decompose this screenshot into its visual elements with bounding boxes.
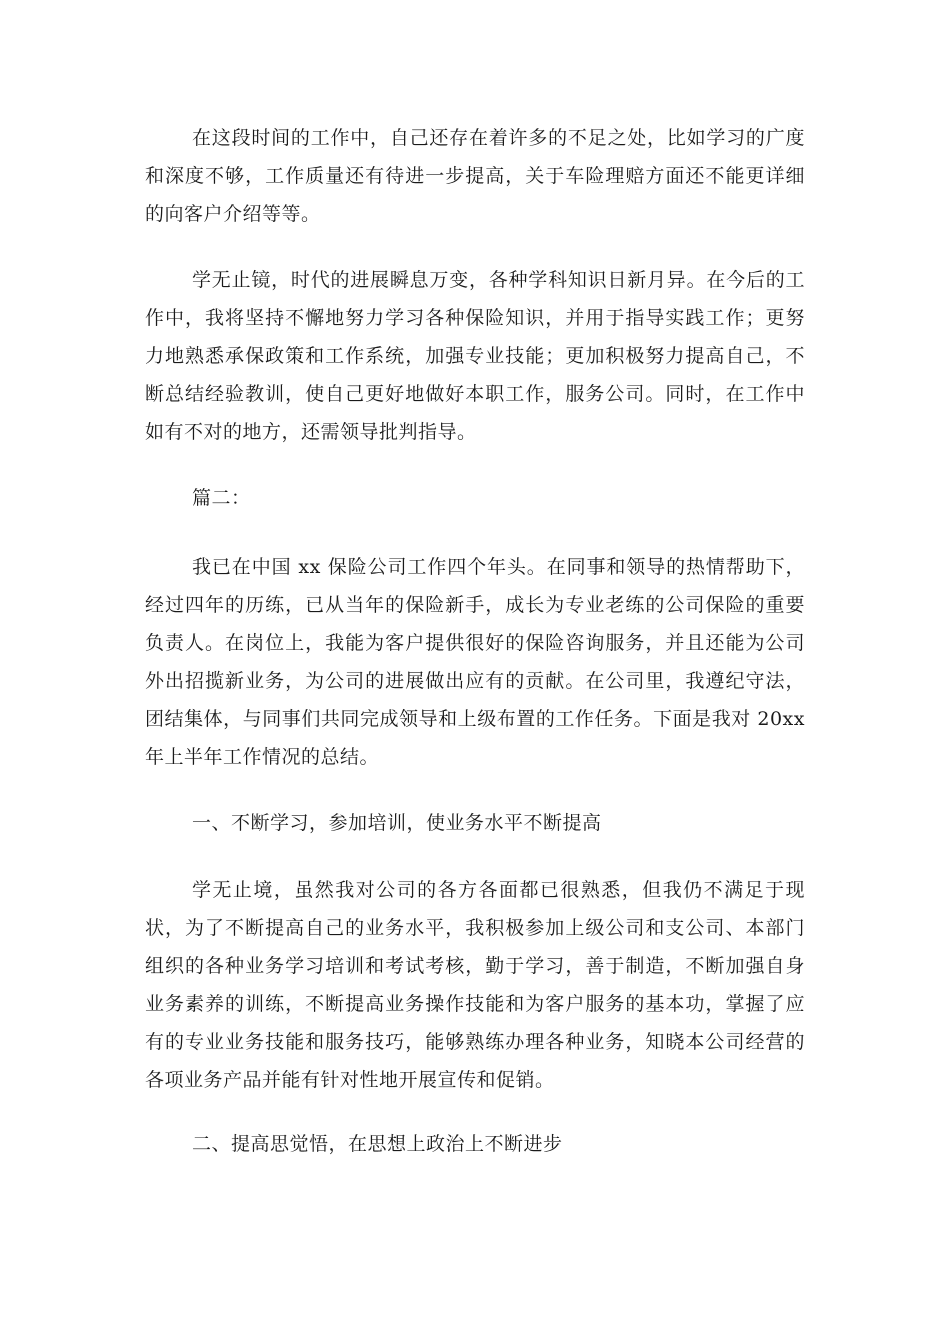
paragraph-work-history: 我已在中国 xx 保险公司工作四个年头。在同事和领导的热情帮助下，经过四年的历练，已从当年的保险新手，成长为专业老练的公司保险的重要负责人。在岗位上，我能为客户提供很好的保险咨询服务，并且还能为公司外出招揽新业务，为公司的进展做出应有的贡献。在公司里，我遵纪守法，团结集体，与同事们共同完成领导和上级布置的工作任务。下面是我对 20xx 年上半年工作情况的总结。	[145, 556, 805, 768]
section-label-part-two: 篇二：	[192, 487, 251, 509]
paragraph-shortcomings: 在这段时间的工作中，自己还存在着许多的不足之处，比如学习的广度和深度不够，工作质量还有待进一步提高，关于车险理赔方面还不能更详细的向客户介绍等等。	[145, 127, 805, 225]
section-heading-learning: 一、不断学习，参加培训，使业务水平不断提高	[192, 812, 602, 834]
section-heading-ideology: 二、提高思觉悟，在思想上政治上不断进步	[192, 1133, 563, 1155]
paragraph-training: 学无止境，虽然我对公司的各方各面都已很熟悉，但我仍不满足于现状，为了不断提高自己的业务水平，我积极参加上级公司和支公司、本部门组织的各种业务学习培训和考试考核，勤于学习，善于制造，不断加强自身业务素养的训练，不断提高业务操作技能和为客户服务的基本功，掌握了应有的专业业务技能和服务技巧，能够熟练办理各种业务，知晓本公司经营的各项业务产品并能有针对性地开展宣传和促销。	[145, 879, 805, 1091]
paragraph-learning-plan: 学无止镜，时代的进展瞬息万变，各种学科知识日新月异。在今后的工作中，我将坚持不懈地努力学习各种保险知识，并用于指导实践工作；更努力地熟悉承保政策和工作系统，加强专业技能；更加积极努力提高自己，不断总结经验教训，使自己更好地做好本职工作，服务公司。同时，在工作中如有不对的地方，还需领导批判指导。	[145, 269, 805, 443]
